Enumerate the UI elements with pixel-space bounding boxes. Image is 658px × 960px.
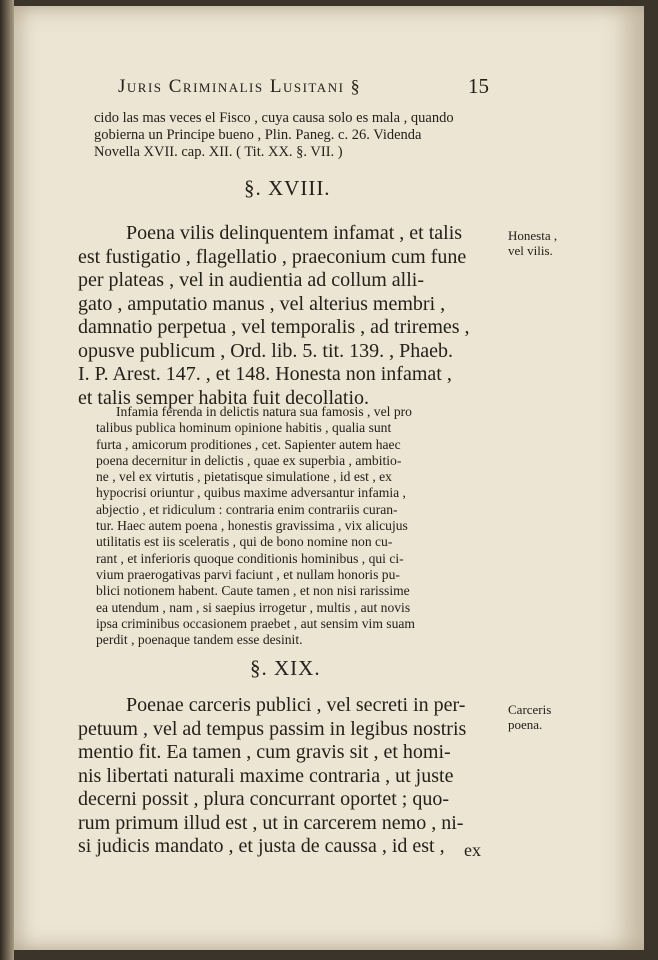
body-line: est fustigatio , flagellatio , praeconium cum fune <box>78 245 467 268</box>
margin-note-line: Honesta , <box>508 228 558 243</box>
note-line: hypocrisi oriuntur , quibus maxime adversantur infamia , <box>96 485 406 501</box>
note-line: vium praerogativas parvi faciunt , et nullam honoris pu- <box>96 566 400 582</box>
note-line: blici notionem habent. Caute tamen , et non nisi rarissime <box>96 583 410 599</box>
body-line: petuum , vel ad tempus passim in legibus nostris <box>78 717 467 740</box>
note-line: ne , vel ex virtutis , pietatisque simulatione , id est , ex <box>96 469 392 485</box>
body-line: si judicis mandato , et justa de caussa , id est , <box>78 835 445 857</box>
body-line: et talis semper habita fuit decollatio. <box>78 386 370 409</box>
body-line: Poenae carceris publici , vel secreti in per- <box>126 694 466 716</box>
note-line: tur. Haec autem poena , honestis gravissima , vix alicujus <box>96 518 408 534</box>
note-line: abjectio , et ridiculum : contraria enim contrariis curan- <box>96 501 398 517</box>
commentary-note <box>96 404 516 648</box>
body-line: I. P. Arest. 147. , et 148. Honesta non infamat , <box>78 363 452 385</box>
section-heading-19: §. XIX. <box>250 656 321 680</box>
body-line: mentio fit. Ea tamen , cum gravis sit , et homi- <box>78 741 451 763</box>
note-line: talibus publica hominum opinione habitis , qualia sunt <box>96 420 392 436</box>
margin-note-line: poena. <box>508 717 543 732</box>
note-line: utilitatis est iis sceleratis , qui de bono nomine non cu- <box>96 534 393 550</box>
note-line: cido las mas veces el Fisco , cuya causa solo es mala , quando <box>94 110 454 126</box>
note-line: ea utendum , nam , si saepius irrogetur , multis , aut novis <box>96 599 411 615</box>
book-page <box>14 6 644 950</box>
section-mark: § <box>350 76 362 96</box>
body-line: opusve publicum , Ord. lib. 5. tit. 139. , Phaeb. <box>78 339 453 362</box>
note-line: furta , amicorum proditiones , cet. Sapienter autem haec <box>96 436 401 452</box>
note-line: gobierna un Principe bueno , Plin. Paneg. c. 26. Videnda <box>94 127 422 143</box>
note-line: rant , et inferioris quoque conditionis hominibus , qui ci- <box>96 550 404 566</box>
body-line: gato , amputatio manus , vel alterius membri , <box>78 292 446 315</box>
section-body-19 <box>78 694 518 859</box>
body-line: rum primum illud est , ut in carcerem nemo , ni- <box>78 811 464 834</box>
margin-note-line: vel vilis. <box>508 243 553 258</box>
note-line: Infamia ferenda in delictis natura sua famosis , vel pro <box>116 404 412 419</box>
book-gutter <box>0 0 14 960</box>
margin-note-line: Carceris <box>508 702 552 717</box>
note-line: perdit , poenaque tandem esse desinit. <box>96 632 303 648</box>
continued-note <box>94 110 514 161</box>
catchword: ex <box>464 840 481 860</box>
running-title <box>118 76 361 98</box>
body-line: damnatio perpetua , vel temporalis , ad triremes , <box>78 316 470 338</box>
body-line: nis libertati naturali maxime contraria , ut juste <box>78 764 454 787</box>
section-heading-18: §. XVIII. <box>244 176 331 200</box>
note-line: poena decernitur in delictis , quae ex superbia , ambitio- <box>96 452 402 468</box>
section-body-18 <box>78 222 518 410</box>
body-line: per plateas , vel in audientia ad collum alli- <box>78 269 424 291</box>
note-line: Novella XVII. cap. XII. ( Tit. XX. §. VII. ) <box>94 144 343 160</box>
running-title-text: Juris Criminalis Lusitani <box>118 76 345 97</box>
page-number: 15 <box>468 74 489 98</box>
note-line: ipsa criminibus occasionem praebet , aut sensim vim suam <box>96 615 416 631</box>
body-line: decerni possit , plura concurrant oportet ; quo- <box>78 788 449 810</box>
body-line: Poena vilis delinquentem infamat , et talis <box>126 222 463 244</box>
